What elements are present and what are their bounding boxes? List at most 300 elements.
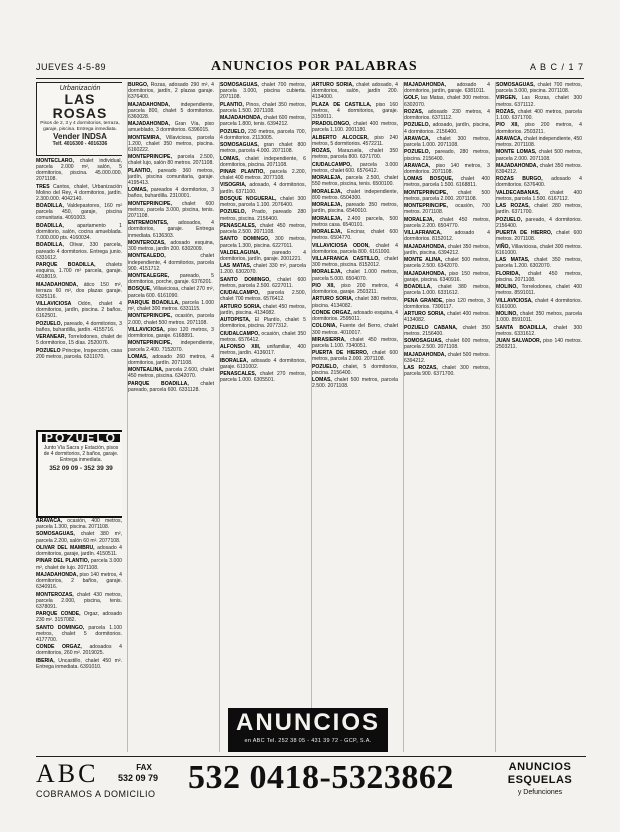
classified-ad	[312, 350, 398, 362]
ad-heading: SOMOSAGUAS,	[404, 338, 446, 345]
ad-body: pareado, 280 metros, piscina. 2156400.	[404, 149, 490, 162]
abc-logo: ABC	[36, 759, 99, 788]
ad-heading: BOADILLA,	[36, 222, 78, 229]
ad-heading: BOADILLA,	[36, 203, 68, 210]
ad-body: chalet 500 metros, parcela 2.000. 2071108.	[496, 149, 582, 162]
column-5	[404, 82, 490, 752]
ad-body: chalet 300 metros, piscina. 8152012.	[312, 256, 398, 269]
classified-ad	[128, 168, 214, 186]
section-title: ANUNCIOS POR PALABRAS	[211, 59, 418, 74]
ad-heading: MAJADAHONDA,	[36, 571, 80, 578]
classified-ad	[220, 304, 306, 316]
ad-heading: BOSQUE NOGUERAL,	[220, 195, 281, 202]
ad-heading: LAS ROZAS,	[496, 203, 535, 210]
ad-body: adosado 4 dormitorios, garaje, jardín. 4150511.	[36, 544, 122, 558]
ad-body: chalet 600 metros, parcela 2.500. 6227011.	[220, 276, 306, 289]
ad-heading: VALDECABANAS,	[496, 189, 550, 196]
classified-ad	[220, 290, 306, 302]
ad-heading: MONTEPRINCIPE,	[128, 154, 178, 161]
classified-ad	[404, 271, 490, 283]
classified-ad	[312, 229, 398, 241]
ad-heading: ROZAS,	[404, 108, 428, 115]
ad-body: chalet 1.000 metros, parcela 5.000. 6504070.	[312, 269, 398, 282]
ad-heading: POZUELO,	[496, 216, 526, 223]
ad-body: Cantos, chalet, Urbanización Molino del Rey, 4 dormitorios, jardín. 2.300.000. 4042140.	[36, 183, 122, 202]
classified-ad	[312, 162, 398, 174]
ad-pozuelo-phone: 352 09 09 - 352 39 39	[49, 465, 113, 473]
ad-body: parcela 1.100 metros, chalet 5 dormitorios. 4177700.	[36, 624, 122, 643]
ad-body: chalet 380 metros, parcela 1.000. 6331612.	[404, 284, 490, 297]
ad-body: Torrelodones, chalet de 5 dormitorios, 15 días. 2520076.	[36, 334, 122, 347]
ad-body: chalet 600 metros, parcela 2.500. 2071108.	[404, 338, 490, 351]
classified-columns	[36, 82, 586, 752]
ad-heading: VILLAFRANCA,	[404, 230, 455, 237]
classified-ad	[36, 572, 122, 590]
anuncios-subtitle: en ABC Tel. 252 38 05 - 431 39 72 - GCP, S.A.	[244, 738, 372, 744]
classified-ad	[404, 95, 490, 107]
ad-heading: MONTEPRINCIPE,	[128, 200, 182, 207]
ad-heading: PLAZA DE CASTILLA,	[312, 101, 376, 108]
classified-ad	[36, 644, 122, 656]
classified-ad	[312, 148, 398, 160]
classified-ad	[496, 176, 582, 188]
classified-ad	[220, 358, 306, 370]
ad-anuncios-banner	[228, 708, 388, 752]
ad-body: chalet 400 metros, parcela 1.100. 2001180.	[312, 121, 398, 134]
footer-phone-numbers: 532 0418-5323862	[188, 759, 454, 796]
ad-heading: VILLAFRANCA CASTILLO,	[312, 256, 385, 262]
ad-heading: LOMAS,	[128, 353, 153, 360]
classified-ad	[36, 184, 122, 202]
ad-heading: LOMAS,	[312, 377, 335, 384]
ad-body: 300 metros, parcela 1.300, piscina. 6227011.	[220, 236, 306, 249]
ad-heading: OLIVAR DEL MAMBRU,	[36, 544, 98, 551]
ad-heading: MONTEALEDO,	[128, 253, 201, 260]
ad-body: parcela 2.200, chalet 400 metros. 2077108.	[220, 169, 306, 182]
ad-body: chalet 350 metros, parcela 1.000. 8591011.	[496, 311, 582, 324]
ad-body: 2.400 parcela, 500 metros casa. 6540101.	[312, 215, 398, 228]
ad-body: adosado 230 metros, 4 dormitorios. 6371112.	[404, 108, 490, 122]
classified-list	[496, 82, 582, 752]
footer-anuncios-label: ANUNCIOS	[508, 761, 572, 773]
classified-ad	[36, 592, 122, 610]
classified-list	[128, 82, 214, 752]
classified-ad	[220, 263, 306, 275]
classified-ad	[404, 203, 490, 215]
ad-body: chalet 600 metros, parcela 3.000, piscina, tenis. 2071108.	[128, 200, 214, 219]
classified-ad	[128, 300, 214, 312]
ad-body: chalet 500 metros, parcela 2.500. 2071108.	[312, 377, 398, 390]
footer-defunciones-label: y Defunciones	[517, 789, 563, 796]
ad-heading: PARQUE BOADILLA,	[128, 299, 183, 306]
ad-body: piso 140 metros, 4 dormitorios, 2 baños, garaje. 6340916.	[36, 571, 122, 591]
classified-ad	[128, 253, 214, 271]
ad-body: pareado, 5 dormitorios, porche, garaje. 6376201.	[128, 272, 214, 286]
classified-ad	[220, 115, 306, 127]
ad-heading: PENASCALES,	[220, 222, 260, 229]
ad-body: chalets esquina, 1.700 m² parcela, garaje. 4018019.	[36, 261, 122, 281]
classified-ad	[128, 286, 214, 298]
classified-ad	[312, 377, 398, 389]
ad-heading: MAJADAHONDA,	[404, 82, 457, 88]
classified-list	[36, 158, 122, 426]
ad-body: chalet 4 dormitorios. 6161000.	[496, 297, 582, 310]
classified-ad	[496, 338, 582, 350]
ad-body: chalet 300 metros. 6331612.	[496, 324, 582, 337]
ad-heading: MAJADAHONDA,	[220, 115, 264, 122]
page-number: A B C / 1 7	[529, 62, 584, 72]
ad-heading: LAS MATAS,	[220, 263, 254, 270]
classified-ad	[312, 256, 398, 268]
ad-body: chalet 350 metros. 6394212.	[496, 162, 582, 175]
ad-heading: CIUDALCAMPO,	[220, 290, 268, 297]
ad-heading: MAJADAHONDA,	[404, 270, 449, 277]
classified-ad	[128, 273, 214, 285]
ad-body: Odón, chalet 4 dormitorios, jardín, piscina. 2 baños. 6162501.	[36, 301, 122, 320]
ad-heading: MONTEALEGRE,	[128, 272, 181, 279]
ad-body: chalet 600 metros, parcela 1.800, tenis. 6394212.	[220, 115, 306, 128]
classified-ad	[404, 298, 490, 310]
ad-heading: PIO XII,	[312, 282, 342, 289]
ad-heading: BOSQUE,	[128, 286, 154, 293]
ad-body: Fuente del Berro, chalet 300 metros. 4010017.	[312, 323, 398, 336]
classified-ad	[404, 352, 490, 364]
ad-body: Encinar, chalet 600 metros. 6504770.	[312, 229, 398, 242]
ad-heading: LAS MATAS,	[496, 257, 534, 264]
ad-body: chalet 350 metros. 2156400.	[404, 324, 490, 337]
classified-ad	[128, 154, 214, 166]
classified-ad	[404, 109, 490, 121]
ad-heading: MIRASIERRA,	[312, 336, 351, 343]
classified-ad	[496, 230, 582, 242]
ad-body: chalet 300 metros, parcela 900. 6371700.	[404, 365, 490, 378]
footer-tagline: COBRAMOS A DOMICILIO	[36, 789, 156, 799]
ad-heading: MAJADAHONDA,	[404, 243, 448, 250]
ad-heading: CIUDALCAMPO,	[312, 161, 361, 168]
classified-ad	[404, 217, 490, 229]
ad-body: adosado 4 dormitorios, jardín, garaje. 6381011.	[404, 82, 490, 95]
ad-heading: SANTO DOMINGO,	[36, 624, 89, 631]
ad-body: chalet 450 metros, jardín, piscina. 4134082.	[220, 303, 306, 316]
ad-heading: POZUELO,	[404, 122, 433, 129]
ad-heading: MAJADAHONDA,	[496, 162, 540, 169]
ad-body: chalet individual, parcela 2.000 m², salón, 5 dormitorios, piscina. 45.000.000. 2071108.	[36, 158, 122, 183]
classified-ad	[404, 257, 490, 269]
classified-ad	[312, 269, 398, 281]
ad-heading: ROZAS BURGO,	[496, 176, 552, 183]
classified-ad	[220, 129, 306, 141]
ad-body: pareado, 4 dormitorios, 3 baños, buhardilla, jardín. 4155716.	[36, 320, 122, 333]
classified-ad	[36, 658, 122, 670]
classified-ad	[220, 344, 306, 356]
ad-heading: MONTEPRINCIPE,	[128, 340, 181, 347]
ad-heading: MORALEJA,	[312, 269, 347, 276]
ad-heading: SOMOSAGUAS,	[36, 531, 81, 538]
classified-ad	[220, 209, 306, 221]
ad-heading: MAJADAHONDA,	[128, 101, 181, 108]
ad-body: Olivar, 330 parcela, pareado 4 dormitorios. Entrega junio. 6331612.	[36, 242, 122, 261]
classified-ad	[496, 163, 582, 175]
ad-body: piso 150 metros, garaje, piscina. 6340916.	[404, 270, 490, 283]
classified-ad	[312, 296, 398, 308]
ad-body: chalet 450 metros, parcela 1.100. 7340051.	[312, 336, 398, 349]
ad-heading: BOADILLA,	[404, 284, 439, 291]
ad-heading: PARQUE BOADILLA,	[36, 261, 106, 268]
ad-body: adosados, 4 dormitorios, garaje. Entrega inmediata. 6136303.	[128, 220, 214, 239]
ad-body: unifamiliar, 400 metros, jardín. 4136017.	[220, 344, 306, 357]
ad-body: adosado, jardín, piscina, 4 dormitorios. 2156400.	[404, 122, 490, 135]
ad-heading: LAS ROZAS,	[404, 365, 443, 372]
ad-heading: POZUELO CABANA,	[404, 324, 463, 331]
ad-body: chalet 300 metros, parcela 1.000. 2071108.	[404, 135, 490, 149]
classified-ad	[36, 242, 122, 260]
classified-ad	[496, 82, 582, 94]
ad-body: parcela 2.500, chalet lujo, salón 80 metros. 2071108.	[128, 154, 214, 167]
classified-ad	[496, 325, 582, 337]
ad-body: adosado, 4 dormitorios, jardín. 6371100.	[220, 182, 306, 195]
ad-body: Las Rozas, chalet 300 metros. 6371112.	[496, 95, 582, 108]
ad-body: Marazuela, chalet 350 metros, parcela 800. 6371700.	[312, 148, 398, 161]
classified-ad	[220, 236, 306, 248]
classified-ad	[220, 250, 306, 262]
ad-body: Uncastillo, chalet 450 m². Entrega inmediata. 6391010.	[36, 657, 122, 670]
ad-heading: MONTEMIRA,	[128, 134, 166, 141]
ad-heading: ARAVACA,	[404, 135, 438, 142]
classified-ad	[496, 190, 582, 202]
ad-heading: BURGO,	[128, 82, 151, 88]
ad-heading: POZUELO,	[404, 149, 435, 156]
ad-heading: IBERIA,	[36, 657, 59, 664]
classified-ad	[496, 284, 582, 296]
classified-ad	[128, 381, 214, 393]
classified-ad	[36, 611, 122, 623]
ad-heading: ARTURO SORIA,	[312, 82, 356, 88]
classified-ad	[312, 323, 398, 335]
ad-heading: PINAR PLANTIO,	[220, 169, 270, 175]
ad-body: piso 120 metros, 3 dormitorios. 7300117.	[404, 297, 490, 310]
ad-heading: GOLF,	[404, 95, 422, 102]
ad-body: parcela 1.000 m², chalet 300 metros. 6331115.	[128, 299, 214, 313]
ad-heading: POZUELO,	[312, 363, 344, 370]
ad-heading: SANTA BOADILLA,	[496, 324, 554, 331]
ad-body: adosado 260 metros, 4 dormitorios, jardín. 2071108.	[128, 353, 214, 366]
footer-esquelas-label: ESQUELAS	[507, 774, 573, 786]
ad-body: Villaviciosa, parcela 1.200, chalet 350 metros, piscina. 6160222.	[128, 134, 214, 153]
column-2	[128, 82, 214, 752]
ad-heading: VILLAVICIOSA,	[496, 297, 535, 304]
anuncios-title: ANUNCIOS	[235, 709, 380, 736]
ad-heading: PLANTIO,	[128, 167, 158, 174]
ad-body: chalet 400 metros, parcela 1.500. 6168811.	[404, 176, 490, 189]
classified-ad	[496, 203, 582, 215]
ad-body: ático 150 m², terraza 60 m², dos plazas garaje. 6325116.	[36, 281, 122, 300]
ad-body: apartamento 1 dormitorio, salón, cocina amueblada. 7.000.000 pts. 4160034.	[36, 222, 122, 242]
page-header	[36, 59, 584, 79]
classified-ad	[36, 334, 122, 346]
ad-body: adosado 4 dormitorios. 8152012.	[404, 230, 490, 243]
ad-body: ocasión, parcela 2.000, chalet 500 metros. 2071108.	[128, 313, 214, 326]
classified-ad	[36, 158, 122, 182]
ad-heading: BOADILLA,	[36, 242, 70, 249]
ad-heading: ARAVACA,	[404, 162, 436, 169]
ad-heading: ALFONSO XIII,	[220, 344, 267, 351]
ad-heading: PARQUE CONDE,	[36, 611, 84, 618]
classified-ad	[496, 217, 582, 229]
ad-heading: MONTECLARO,	[36, 158, 80, 164]
column-1	[36, 82, 122, 752]
ad-body: chalet 350 metros, jardín, piscina. 6394212.	[404, 243, 490, 256]
ad-heading: COLONIA,	[312, 323, 340, 330]
classified-ad	[36, 545, 122, 557]
classified-ad	[128, 367, 214, 379]
classified-ad	[220, 169, 306, 181]
ad-heading: MAJADAHONDA,	[36, 281, 84, 288]
ad-body: chalet 400 metros. 4134082.	[404, 311, 490, 324]
ad-body: parcela 3.000 metros, chalet 600. 6576412.	[312, 161, 398, 174]
ad-rosas-line4: Vender INDSA	[53, 131, 107, 141]
ad-heading: MONTE LOMAS,	[496, 149, 539, 156]
ad-heading: MAJADAHONDA,	[128, 121, 175, 128]
classified-ad	[496, 271, 582, 283]
ad-heading: POZUELO,	[36, 320, 64, 327]
classified-ad	[312, 202, 398, 214]
ad-body: pareado, 4 dormitorios. 2156400.	[496, 216, 582, 229]
classified-list	[312, 82, 398, 704]
ad-heading: ARAVACA,	[36, 518, 68, 524]
ad-body: ocasión, 700 metros. 2071108.	[404, 203, 490, 216]
ad-heading: PUERTA DE HIERRO,	[312, 350, 373, 357]
classified-ad	[36, 301, 122, 319]
ad-body: pareados 4 dormitorios, 3 baños, buhardilla. 2310001.	[128, 187, 214, 200]
classified-ad	[404, 136, 490, 148]
ad-heading: MORALEJA,	[404, 216, 440, 223]
classified-ad	[404, 149, 490, 161]
ad-pozuelo-title: POZUELO	[42, 434, 120, 442]
ad-body: Villaviciosa, chalet 300 metros. 6161000.	[496, 243, 582, 256]
classified-ad	[496, 257, 582, 269]
ad-body: Villaviciosa, chalet 270 m², parcela 600. 6161090.	[128, 286, 214, 299]
classified-ad	[36, 203, 122, 221]
classified-ad	[496, 311, 582, 323]
ad-heading: IBORALEA,	[220, 357, 252, 364]
ad-body: ocasión, 400 metros, parcela 1.300, piscina. 2071108.	[36, 518, 122, 531]
classified-ad	[404, 365, 490, 377]
classified-ad	[404, 284, 490, 296]
page-footer	[36, 756, 586, 811]
ad-body: Principe, Inspección, casa 200 metros, parcela. 6311070.	[36, 347, 122, 360]
classified-ad	[220, 196, 306, 208]
ad-rosas-line2: LAS ROSAS	[52, 91, 108, 122]
ad-body: chalet 300 metros, parcela 1.100. 2076400.	[220, 195, 306, 209]
classified-ad	[36, 348, 122, 360]
ad-body: parcela 3.000 m², chalet de lujo. 2071108.	[36, 558, 122, 571]
ad-heading: PRADOLONGO,	[312, 121, 354, 128]
ad-body: piso 200 metros, 4 dormitorios. 2503211.	[496, 122, 582, 135]
ad-body: gran chalet 800 metros, parcela 4.000. 2071108.	[220, 142, 306, 155]
classified-ad	[128, 82, 214, 100]
ad-body: chalet independiente, 4 dormitorios, parcela 900. 4151712.	[128, 253, 214, 272]
ad-heading: PLANTIO,	[220, 101, 247, 108]
classified-ad	[36, 321, 122, 333]
classified-ad	[312, 175, 398, 187]
classified-ad	[36, 223, 122, 241]
ad-heading: POZUELO	[36, 347, 63, 354]
ad-heading: SANTO DOMINGO,	[220, 276, 278, 283]
classified-ad	[220, 142, 306, 154]
ad-heading: MONTEPRINCIPE,	[128, 313, 176, 320]
issue-date: JUEVES 4-5-89	[36, 62, 107, 72]
ad-heading: CONDE ORGAZ,	[36, 644, 90, 651]
ad-heading: MOLINO,	[496, 284, 522, 291]
classified-ad	[496, 298, 582, 310]
ad-heading: MONTEPRINCIPE,	[404, 189, 458, 196]
ad-body: chalet independiente, 6 dormitorios, piscina. 2071108.	[220, 155, 306, 168]
classified-ad	[36, 262, 122, 280]
classified-ad	[220, 156, 306, 168]
ad-heading: CONDE ORGAZ,	[312, 309, 354, 316]
ad-body: parcela 2.500, chalet 550 metros, piscina, tenis. 6500100.	[312, 175, 398, 188]
classified-ad	[312, 135, 398, 147]
ad-body: independiente, parcela 2.400. 7152070.	[128, 340, 214, 353]
classified-ad	[404, 176, 490, 188]
classified-ad	[128, 340, 214, 352]
ad-pozuelo	[36, 430, 122, 518]
classified-ad	[312, 337, 398, 349]
classified-list	[220, 82, 306, 704]
ad-body: chalet 450 metros, piscina. 2071108.	[496, 270, 582, 283]
ad-body: piso 120 metros, 3 dormitorios, garaje. 6168891.	[128, 326, 214, 340]
column-6	[496, 82, 582, 752]
ad-heading: PINAR DEL PLANTIO,	[36, 558, 91, 565]
classified-ad	[128, 313, 214, 325]
classified-ad	[36, 282, 122, 300]
ad-heading: MOLINO,	[496, 311, 520, 318]
ad-heading: VILLAVICIOSA,	[128, 326, 168, 333]
classified-ad	[220, 277, 306, 289]
ad-body: las Matas, chalet 300 metros. 6302070.	[404, 95, 490, 108]
ad-heading: MONTEPRINCIPE,	[404, 203, 456, 210]
classified-ad	[220, 331, 306, 343]
ad-heading: CIUDALCAMPO,	[220, 330, 262, 337]
ad-heading: ALBERTO ALCOCER,	[312, 134, 375, 141]
classified-ad	[128, 135, 214, 153]
ad-heading: PIO XII,	[496, 122, 526, 129]
classified-ad	[220, 317, 306, 329]
ad-body: ocasión, chalet 350 metros. 6576412.	[220, 330, 306, 343]
classified-ad	[312, 283, 398, 295]
fax-label: FAX	[136, 763, 152, 772]
ad-heading: MAJADAHONDA,	[404, 351, 448, 358]
ad-body: chalet, 5 dormitorios, piscina. 2156400.	[312, 363, 398, 376]
ad-body: chalet 600 metros, parcela 2.000. 2071108.	[312, 350, 398, 363]
ad-body: chalet 380 m², parcela 2.200, salón 60 m². 2077108.	[36, 531, 122, 544]
ad-heading: ARTURO SORIA,	[312, 296, 356, 303]
ad-heading: LOMAS,	[220, 155, 246, 162]
ad-heading: VILLAVICIOSA	[36, 301, 78, 308]
classified-ad	[220, 82, 306, 100]
classified-ad	[404, 338, 490, 350]
ad-heading: VALDELAGUNA,	[220, 249, 273, 256]
ad-heading: ROZAS,	[496, 108, 518, 115]
ad-body: chalet pareado, parcela 600. 6331128.	[128, 380, 214, 393]
classified-ad	[312, 82, 398, 100]
ad-body: chalet 400 metros, parcela 1.500. 6167112.	[496, 189, 582, 202]
ad-heading: VERANEAR,	[36, 334, 68, 341]
ad-body: chalet independiente, 450 metros. 2071108.	[496, 135, 582, 149]
classified-ad	[404, 244, 490, 256]
classified-ad	[404, 325, 490, 337]
classified-ad	[128, 201, 214, 219]
